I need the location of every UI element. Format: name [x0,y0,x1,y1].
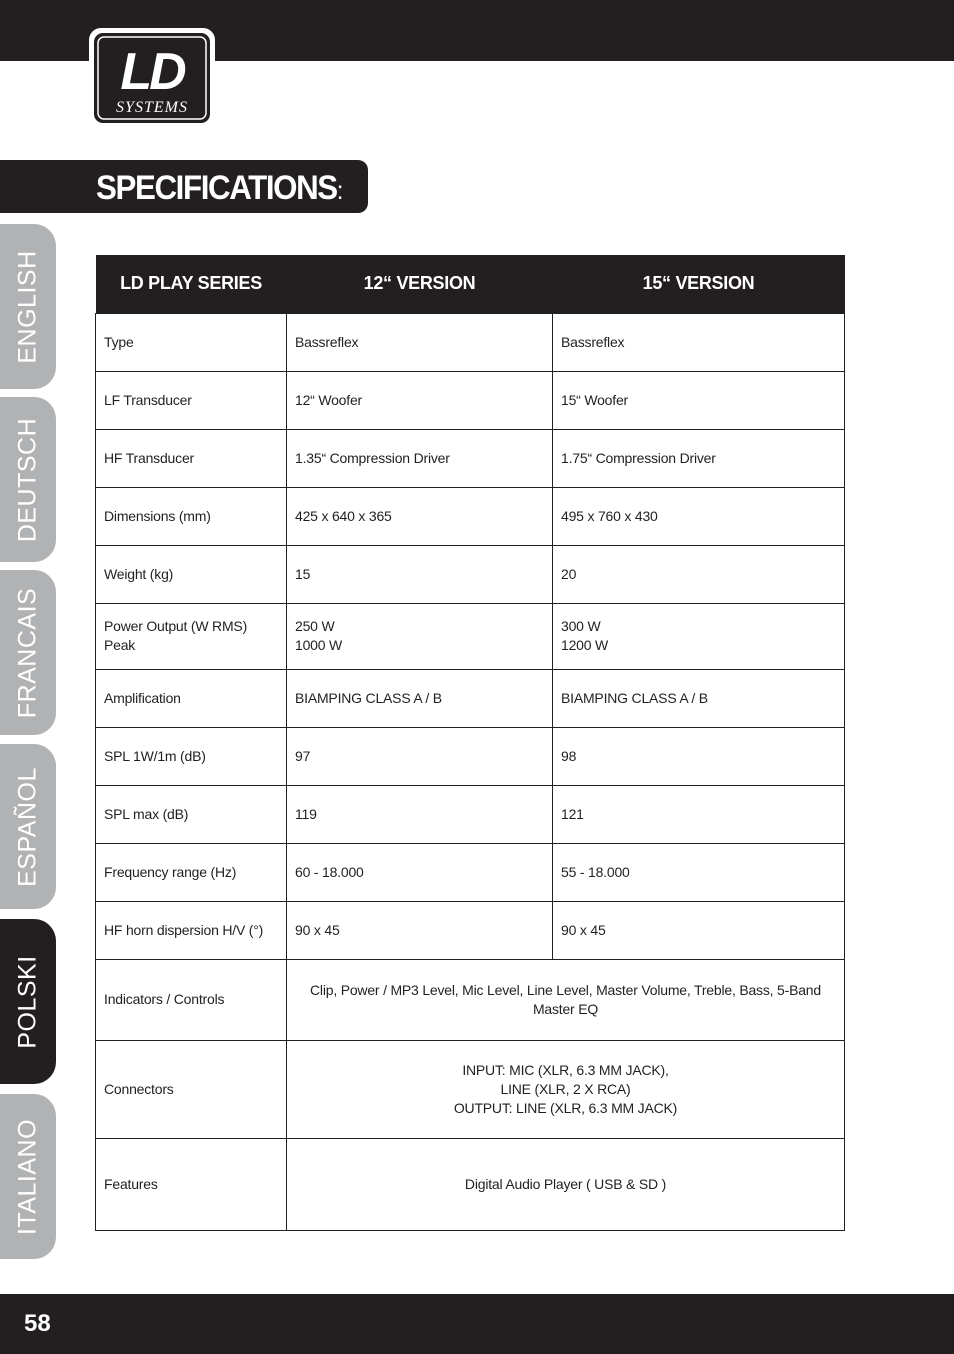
value-15-version: 1.75“ Compression Driver [553,429,845,487]
logo-mark [94,33,210,123]
table-row [96,313,845,371]
lang-tab-polski[interactable] [0,919,56,1084]
value-12-version: Bassreflex [287,313,553,371]
value-12-version: BIAMPING CLASS A / B [287,669,553,727]
value-12-version: 250 W 1000 W [287,603,553,669]
table-row [96,487,845,545]
table-row [96,1040,845,1138]
value-15-version: 300 W 1200 W [553,603,845,669]
value-15-version: 495 x 760 x 430 [553,487,845,545]
logo-secondary-text: SYSTEMS [116,99,188,116]
value-15-version: 55 - 18.000 [553,843,845,901]
value-15-version: 90 x 45 [553,901,845,959]
header-12-version: 12“ VERSION [287,255,553,313]
lang-tab-deutsch[interactable] [0,397,56,562]
lang-tab-english[interactable] [0,224,56,389]
table-row [96,727,845,785]
page-number: 58 [24,1310,51,1337]
table-row [96,785,845,843]
ld-systems-logo [89,28,215,128]
header-15-version: 15“ VERSION [553,255,845,313]
table-row [96,603,845,669]
row-label: Type [96,313,287,371]
logo-primary-text: LD [120,43,184,101]
value-12-version: 90 x 45 [287,901,553,959]
lang-tab-label: DEUTSCH [13,417,42,542]
header-series: LD PLAY SERIES [96,255,287,313]
table-row [96,843,845,901]
table-body [96,313,845,1230]
table-row [96,371,845,429]
value-12-version: 60 - 18.000 [287,843,553,901]
lang-tab-espanol[interactable] [0,744,56,909]
row-label: HF Transducer [96,429,287,487]
row-label: SPL max (dB) [96,785,287,843]
table-row [96,959,845,1040]
footer-bar [0,1294,954,1354]
row-label: HF horn dispersion H/V (°) [96,901,287,959]
value-15-version: 20 [553,545,845,603]
row-label: Weight (kg) [96,545,287,603]
value-12-version: 97 [287,727,553,785]
value-shared: Digital Audio Player ( USB & SD ) [287,1138,845,1230]
row-label: Dimensions (mm) [96,487,287,545]
value-15-version: Bassreflex [553,313,845,371]
lang-tab-label: ENGLISH [13,249,42,364]
value-12-version: 119 [287,785,553,843]
value-12-version: 15 [287,545,553,603]
lang-tab-label: FRANCAIS [13,587,42,718]
page-title: SPECIFICATIONS: [96,169,344,207]
row-label: Frequency range (Hz) [96,843,287,901]
value-shared: Clip, Power / MP3 Level, Mic Level, Line Level, Master Volume, Treble, Bass, 5-Band Master EQ [287,959,845,1040]
row-label: Indicators / Controls [96,959,287,1040]
row-label: Connectors [96,1040,287,1138]
value-12-version: 425 x 640 x 365 [287,487,553,545]
table-row [96,1138,845,1230]
value-15-version: 98 [553,727,845,785]
lang-tab-label: ESPAÑOL [13,766,42,887]
row-label: LF Transducer [96,371,287,429]
value-15-version: BIAMPING CLASS A / B [553,669,845,727]
table-row [96,545,845,603]
value-12-version: 12“ Woofer [287,371,553,429]
table-row [96,429,845,487]
table-header-row [96,255,845,313]
value-shared: INPUT: MIC (XLR, 6.3 MM JACK), LINE (XLR, 2 X RCA) OUTPUT: LINE (XLR, 6.3 MM JACK) [287,1040,845,1138]
table-row [96,901,845,959]
lang-tab-label: POLSKI [13,954,42,1049]
lang-tab-francais[interactable] [0,570,56,735]
value-15-version: 121 [553,785,845,843]
row-label: Power Output (W RMS) Peak [96,603,287,669]
row-label: SPL 1W/1m (dB) [96,727,287,785]
lang-tab-label: ITALIANO [13,1118,42,1235]
value-15-version: 15“ Woofer [553,371,845,429]
row-label: Features [96,1138,287,1230]
table-row [96,669,845,727]
lang-tab-italiano[interactable] [0,1094,56,1259]
specifications-table [95,255,845,1231]
row-label: Amplification [96,669,287,727]
value-12-version: 1.35“ Compression Driver [287,429,553,487]
